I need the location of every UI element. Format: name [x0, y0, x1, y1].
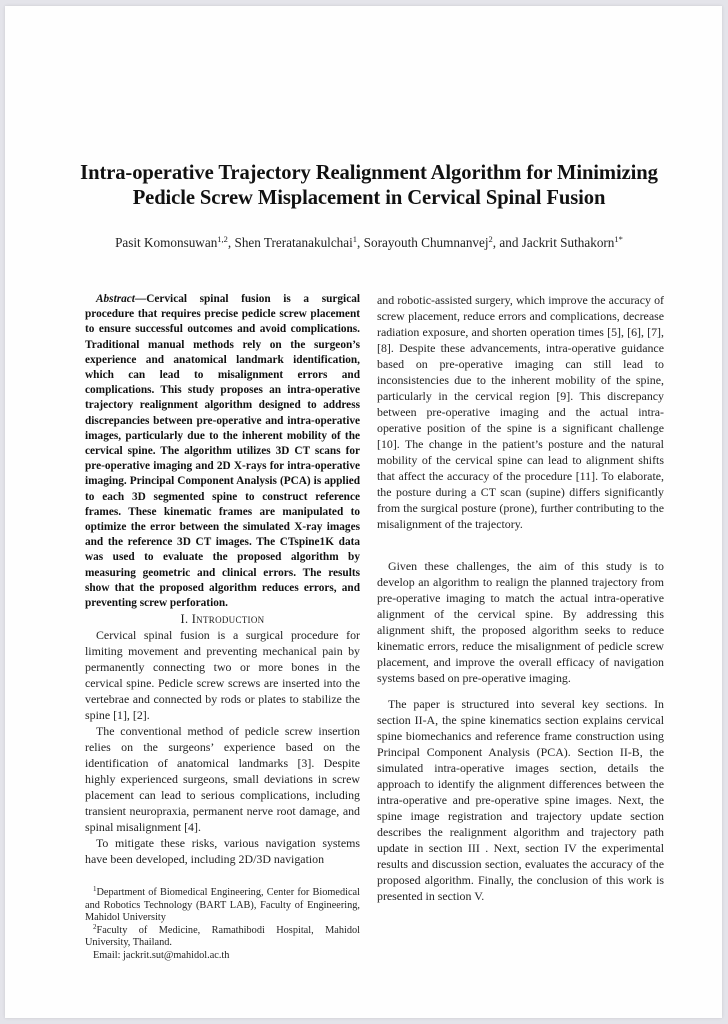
paper-page	[5, 6, 722, 1018]
abstract-label: Abstract	[96, 293, 135, 305]
abstract: Abstract—Cervical spinal fusion is a surgical procedure that requires precise pedicle screw placement to ensure successful outcomes and avoid complications. Traditional manual methods rely on the surgeon’s experience and anatomical landmark identification, which can lead to misalignment errors and complications. This study proposes an intra-operative trajectory realignment algorithm designed to address discrepancies between pre-operative and intra-operative images, particularly due to the inherent mobility of the cervical spine. The algorithm utilizes 3D CT scans for pre-operative imaging and 2D X-rays for intra-operative imaging. Principal Component Analysis (PCA) is applied to each 3D segmented spine to construct reference frames. These kinematic frames are manipulated to optimize the error between the simulated X-ray images and the reference 3D CT images. The CTspine1K data was used to evaluate the proposed algorithm by measuring geometric and clinical errors. The results show that the proposed algorithm reduces errors, and preventing screw perforation.	[85, 293, 360, 610]
affiliation-mark: 1	[352, 234, 358, 244]
footnote-email: Email: jackrit.sut@mahidol.ac.th	[93, 949, 230, 961]
section-heading-introduction: I. Introduction	[180, 612, 265, 627]
paragraph: Given these challenges, the aim of this study is to develop an algorithm to realign the planned trajectory from pre-operative imaging to match the actual intra-operative alignment of the cervical spine. By addressing this alignment shift, the proposed algorithm seeks to reduce kinematic errors, reduce the misalignment of pedicle screw placement, and improve the overall efficacy of navigation systems based on pre-operative imaging.	[377, 559, 664, 685]
left-column	[85, 292, 360, 867]
title-line-2: Pedicle Screw Misplacement in Cervical Spinal Fusion	[132, 187, 606, 209]
author-list	[45, 235, 693, 251]
footnote: $^2$Faculty of Medicine, Ramathibodi Hospital, Mahidol University, Thailand.	[85, 922, 360, 949]
paragraph: To mitigate these risks, various navigation systems have been developed, including 2D/3D navigation	[85, 836, 360, 867]
paragraph: and robotic-assisted surgery, which improve the accuracy of screw placement, reduce errors and complications, decrease radiation exposure, and shorten operation times [5], [6], [7], [8]. Despite these advancements, intra-operative guidance based on pre-operative imaging can still lead to inconsistencies due to the inherent mobility of the spine, particularly in the cervical region [9]. This discrepancy between pre-operative imaging and the actual intra-operative position of the spine is a significant challenge [10]. The change in the patient’s posture and the natural mobility of the cervical spine can lead to alignment shifts that affect the accuracy of the procedure [11]. To elaborate, the posture during a CT scan (supine) differs significantly from the surgical posture (prone), further contributing to the misalignment of the trajectory.	[377, 293, 664, 531]
right-column	[377, 292, 664, 904]
author: Jackrit Suthakorn$^{1*}$	[521, 234, 623, 250]
paragraph: Cervical spinal fusion is a surgical procedure for limiting movement and preventing mechanical pain by permanently connecting two or more bones in the cervical spine. Pedicle screw screws are inserted into the vertebrae and connected by rods or plates to stabilize the spine [1], [2].	[85, 628, 360, 723]
footnote: $^1$Department of Biomedical Engineering, Center for Biomedical and Robotics Technology (BART LAB), Faculty of Engineering, Mahidol University	[85, 885, 360, 924]
paragraph: The paper is structured into several key sections. In section II-A, the spine kinematics section explains cervical spine biomechanics and reference frame construction using Principal Component Analysis (PCA). Section II-B, the simulated intra-operative images section, details the approach to identify the alignment differences between the intra-operative and pre-operative spine images. Next, the spine image registration and trajectory update section describes the realignment algorithm and trajectory path update in section III . Next, section IV the experimental results and discussion section, evaluates the accuracy of the proposed algorithm. Finally, the conclusion of this work is presented in section V.	[377, 697, 664, 903]
abstract-text: Cervical spinal fusion is a surgical procedure that requires precise pedicle screw placement to ensure successful outcomes and avoid complications. Traditional manual methods rely on the surgeon’s experience and anatomical landmark identification, which can lead to misalignment errors and complications. This study proposes an intra-operative trajectory realignment algorithm designed to address discrepancies between pre-operative and intra-operative images, particularly due to the inherent mobility of the cervical spine. The algorithm utilizes 3D CT scans for pre-operative imaging and 2D X-rays for intra-operative imaging. Principal Component Analysis (PCA) is applied to each 3D segmented spine to construct reference frames. These kinematic frames are manipulated to optimize the error between the simulated X-ray images and the reference 3D CT images. The CTspine1K data was used to evaluate the proposed algorithm by measuring geometric and clinical errors. The results show that the proposed algorithm reduces errors, and preventing screw perforation.	[85, 293, 360, 610]
author: Pasit Komonsuwan$^{1,2}$,	[115, 234, 235, 250]
affiliation-mark: 1,2	[217, 234, 228, 244]
paragraph: The conventional method of pedicle screw insertion relies on the surgeons’ experience based on the identification of anatomical landmarks [3]. Despite highly experienced surgeons, small deviations in screw placement can lead to serious complications, including transient neuropraxia, permanent nerve root damage, and spinal misalignment [4].	[85, 724, 360, 835]
title-line-1: Intra-operative Trajectory Realignment Algorithm for Minimizing	[80, 162, 658, 184]
author: Shen Treratanakulchai$^1$,	[234, 234, 364, 250]
author: Sorayouth Chumnanvej$^2$, and	[363, 234, 522, 250]
affiliation-mark: 1*	[614, 234, 623, 244]
affiliation-mark: 2	[488, 234, 493, 244]
paper-title	[45, 161, 693, 211]
footnotes	[85, 887, 360, 963]
